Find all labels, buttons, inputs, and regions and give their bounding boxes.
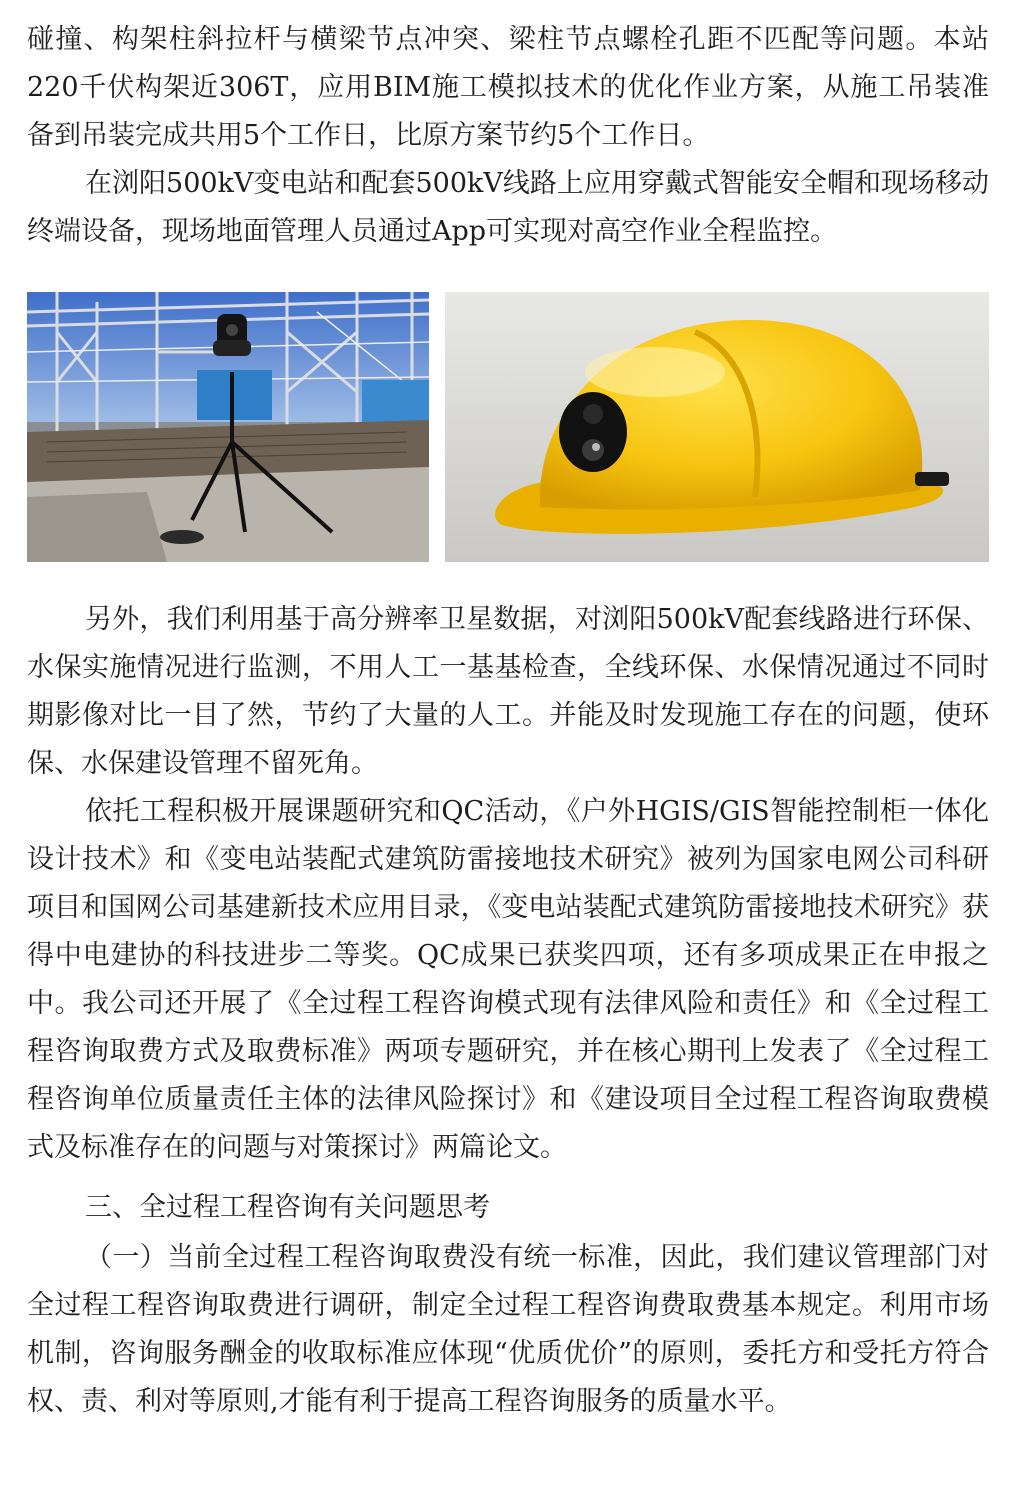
photo-monitoring-camera-tripod [27, 292, 429, 562]
section-heading: 三、全过程工程咨询有关问题思考 [85, 1192, 490, 1223]
construction-site-image [27, 292, 429, 562]
document-page [27, 16, 989, 1426]
photo-smart-safety-helmet [445, 292, 989, 562]
paragraph-satellite-monitoring: 另外，我们利用基于高分辨率卫星数据，对浏阳500kV配套线路进行环保、水保实施情况进行监测，不用人工一基基检查，全线环保、水保情况通过不同时期影像对比一目了然，节约了大量的人工。并能及时发现施工存在的问题，使环保、水保建设管理不留死角。 [27, 604, 989, 779]
photo-row [27, 292, 989, 562]
yellow-helmet-image [445, 292, 989, 562]
paragraph-smart-helmet: 在浏阳500kV变电站和配套500kV线路上应用穿戴式智能安全帽和现场移动终端设备，现场地面管理人员通过App可实现对高空作业全程监控。 [27, 168, 989, 247]
paragraph-fee-standard: （一）当前全过程工程咨询取费没有统一标准，因此，我们建议管理部门对全过程工程咨询取费进行调研，制定全过程工程咨询费取费基本规定。利用市场机制，咨询服务酬金的收取标准应体现“优质优价”的原则，委托方和受托方符合权、责、利对等原则,才能有利于提高工程咨询服务的质量水平。 [27, 1242, 989, 1417]
paragraph-research-qc: 依托工程积极开展课题研究和QC活动，《户外HGIS/GIS智能控制柜一体化设计技术》和《变电站装配式建筑防雷接地技术研究》被列为国家电网公司科研项目和国网公司基建新技术应用目录，《变电站装配式建筑防雷接地技术研究》获得中电建协的科技进步二等奖。QC成果已获奖四项，还有多项成果正在申报之中。我公司还开展了《全过程工程咨询模式现有法律风险和责任》和《全过程工程咨询取费方式及取费标准》两项专题研究，并在核心期刊上发表了《全过程工程咨询单位质量责任主体的法律风险探讨》和《建设项目全过程工程咨询取费模式及标准存在的问题与对策探讨》两篇论文。 [27, 796, 989, 1163]
paragraph-bim: 碰撞、构架柱斜拉杆与横梁节点冲突、梁柱节点螺栓孔距不匹配等问题。本站220千伏构架近306T，应用BIM施工模拟技术的优化作业方案，从施工吊装准备到吊装完成共用5个工作日，比原方案节约5个工作日。 [27, 24, 989, 151]
